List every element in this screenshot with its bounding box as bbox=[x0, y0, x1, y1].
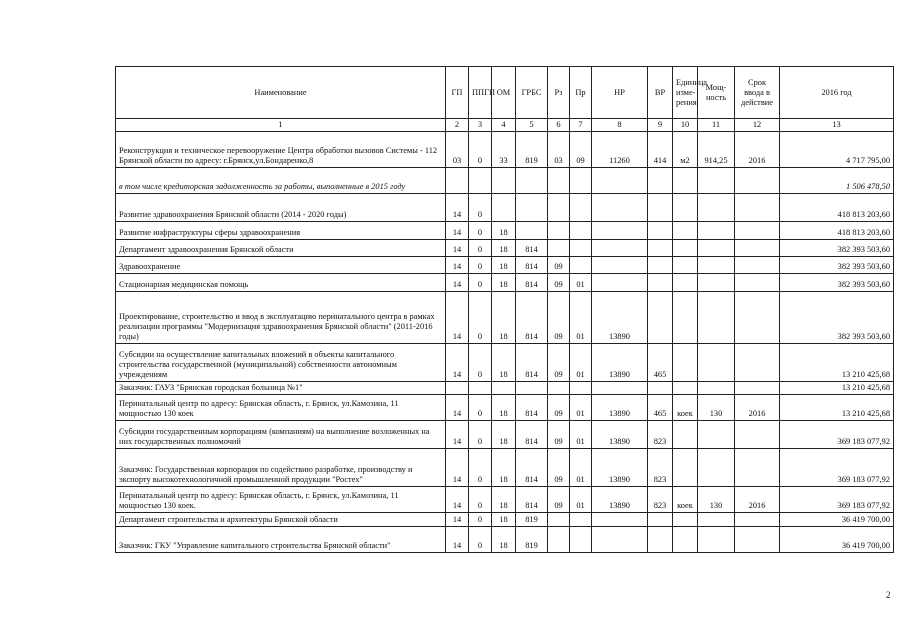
cell-amount: 13 210 425,68 bbox=[780, 395, 894, 421]
cell-power bbox=[698, 449, 735, 487]
table-row bbox=[116, 487, 894, 513]
cell-power: 130 bbox=[698, 395, 735, 421]
cell-om: 18 bbox=[492, 487, 516, 513]
cell-unit bbox=[673, 421, 698, 449]
cell-vr bbox=[648, 168, 673, 194]
cell-unit bbox=[673, 240, 698, 257]
cell-name: Здравоохранение bbox=[116, 257, 446, 274]
cell-nr bbox=[592, 527, 648, 553]
cell-pr bbox=[570, 382, 592, 395]
cell-unit bbox=[673, 274, 698, 292]
cell-unit bbox=[673, 222, 698, 240]
cell-amount: 418 813 203,60 bbox=[780, 222, 894, 240]
cell-pr: 01 bbox=[570, 344, 592, 382]
cell-ppgp bbox=[469, 382, 492, 395]
column-number: 4 bbox=[492, 119, 516, 132]
table-row bbox=[116, 222, 894, 240]
cell-rz bbox=[548, 382, 570, 395]
cell-nr bbox=[592, 257, 648, 274]
cell-term bbox=[735, 240, 780, 257]
cell-rz: 09 bbox=[548, 421, 570, 449]
cell-gp: 14 bbox=[446, 421, 469, 449]
cell-term bbox=[735, 168, 780, 194]
cell-ppgp: 0 bbox=[469, 344, 492, 382]
cell-term bbox=[735, 292, 780, 344]
cell-grbs bbox=[516, 194, 548, 222]
column-number-row bbox=[116, 119, 894, 132]
cell-nr bbox=[592, 382, 648, 395]
table-row bbox=[116, 132, 894, 168]
cell-ppgp: 0 bbox=[469, 257, 492, 274]
cell-vr bbox=[648, 257, 673, 274]
cell-gp: 14 bbox=[446, 527, 469, 553]
cell-vr bbox=[648, 240, 673, 257]
cell-amount: 369 183 077,92 bbox=[780, 421, 894, 449]
cell-nr: 13890 bbox=[592, 421, 648, 449]
cell-grbs: 814 bbox=[516, 240, 548, 257]
cell-unit bbox=[673, 194, 698, 222]
cell-om bbox=[492, 382, 516, 395]
cell-power bbox=[698, 274, 735, 292]
cell-term bbox=[735, 257, 780, 274]
table-row bbox=[116, 344, 894, 382]
cell-power bbox=[698, 194, 735, 222]
header-power: Мощ-ность bbox=[698, 67, 735, 119]
cell-rz: 09 bbox=[548, 257, 570, 274]
cell-name: Заказчик: Государственная корпорация по содействию разработке, производству и экспорту высокотехнологичной промышленной продукции "Ростех" bbox=[116, 449, 446, 487]
cell-pr: 09 bbox=[570, 132, 592, 168]
cell-pr bbox=[570, 257, 592, 274]
cell-term: 2016 bbox=[735, 395, 780, 421]
table-row bbox=[116, 527, 894, 553]
cell-power bbox=[698, 257, 735, 274]
cell-pr: 01 bbox=[570, 449, 592, 487]
header-vr: ВР bbox=[648, 67, 673, 119]
column-number: 3 bbox=[469, 119, 492, 132]
header-gp: ГП bbox=[446, 67, 469, 119]
column-number: 10 bbox=[673, 119, 698, 132]
cell-om: 18 bbox=[492, 421, 516, 449]
cell-amount: 418 813 203,60 bbox=[780, 194, 894, 222]
cell-term: 2016 bbox=[735, 487, 780, 513]
cell-amount: 382 393 503,60 bbox=[780, 240, 894, 257]
cell-pr bbox=[570, 513, 592, 527]
table-row bbox=[116, 513, 894, 527]
table-row bbox=[116, 240, 894, 257]
cell-name: Развитие здравоохранения Брянской области (2014 - 2020 годы) bbox=[116, 194, 446, 222]
table-row bbox=[116, 292, 894, 344]
cell-rz: 09 bbox=[548, 449, 570, 487]
cell-power bbox=[698, 222, 735, 240]
column-number: 5 bbox=[516, 119, 548, 132]
cell-vr: 414 bbox=[648, 132, 673, 168]
cell-pr: 01 bbox=[570, 395, 592, 421]
cell-ppgp: 0 bbox=[469, 240, 492, 257]
cell-ppgp: 0 bbox=[469, 132, 492, 168]
cell-unit bbox=[673, 513, 698, 527]
cell-nr: 13890 bbox=[592, 449, 648, 487]
cell-gp: 14 bbox=[446, 292, 469, 344]
cell-nr bbox=[592, 513, 648, 527]
cell-name: Перинатальный центр по адресу: Брянская область, г. Брянск, ул.Камозина, 11 мощностью 130 коек bbox=[116, 395, 446, 421]
cell-gp: 14 bbox=[446, 222, 469, 240]
cell-vr bbox=[648, 274, 673, 292]
column-number: 7 bbox=[570, 119, 592, 132]
column-number: 6 bbox=[548, 119, 570, 132]
cell-pr bbox=[570, 240, 592, 257]
cell-unit bbox=[673, 344, 698, 382]
header-term: Срок ввода в действие bbox=[735, 67, 780, 119]
cell-gp: 14 bbox=[446, 257, 469, 274]
cell-power: 914,25 bbox=[698, 132, 735, 168]
column-number: 1 bbox=[116, 119, 446, 132]
cell-pr bbox=[570, 194, 592, 222]
cell-power bbox=[698, 527, 735, 553]
table-row bbox=[116, 382, 894, 395]
cell-name: Заказчик: ГАУЗ "Брянская городская больница №1" bbox=[116, 382, 446, 395]
cell-nr: 13890 bbox=[592, 395, 648, 421]
table-row bbox=[116, 274, 894, 292]
cell-term bbox=[735, 194, 780, 222]
cell-amount: 1 506 478,50 bbox=[780, 168, 894, 194]
cell-term bbox=[735, 421, 780, 449]
cell-term: 2016 bbox=[735, 132, 780, 168]
cell-om: 18 bbox=[492, 513, 516, 527]
column-number: 2 bbox=[446, 119, 469, 132]
cell-term bbox=[735, 449, 780, 487]
cell-amount: 369 183 077,92 bbox=[780, 487, 894, 513]
cell-name: Проектирование, строительство и ввод в эксплуатацию перинатального центра в рамках реализации программы "Модернизация здравоохранения Брянской области" (2011-2016 годы) bbox=[116, 292, 446, 344]
cell-grbs: 814 bbox=[516, 395, 548, 421]
cell-name: Заказчик: ГКУ "Управление капитального строительства Брянской области" bbox=[116, 527, 446, 553]
cell-rz bbox=[548, 527, 570, 553]
cell-ppgp: 0 bbox=[469, 395, 492, 421]
cell-vr: 465 bbox=[648, 395, 673, 421]
cell-amount: 4 717 795,00 bbox=[780, 132, 894, 168]
table-row bbox=[116, 168, 894, 194]
cell-rz: 09 bbox=[548, 395, 570, 421]
cell-grbs bbox=[516, 222, 548, 240]
cell-ppgp: 0 bbox=[469, 527, 492, 553]
cell-grbs bbox=[516, 382, 548, 395]
cell-vr bbox=[648, 382, 673, 395]
cell-term bbox=[735, 222, 780, 240]
cell-unit bbox=[673, 527, 698, 553]
cell-rz bbox=[548, 194, 570, 222]
header-name: Наименование bbox=[116, 67, 446, 119]
cell-vr: 823 bbox=[648, 487, 673, 513]
cell-unit bbox=[673, 449, 698, 487]
cell-power bbox=[698, 513, 735, 527]
cell-name: Субсидии государственным корпорациям (компаниям) на выполнение возложенных на них государственных полномочий bbox=[116, 421, 446, 449]
cell-term bbox=[735, 382, 780, 395]
cell-unit bbox=[673, 382, 698, 395]
cell-grbs bbox=[516, 168, 548, 194]
cell-unit: м2 bbox=[673, 132, 698, 168]
cell-gp: 14 bbox=[446, 240, 469, 257]
cell-rz bbox=[548, 168, 570, 194]
cell-power bbox=[698, 421, 735, 449]
cell-power bbox=[698, 240, 735, 257]
cell-grbs: 819 bbox=[516, 513, 548, 527]
cell-name: в том числе кредиторская задолженность за работы, выполненные в 2015 году bbox=[116, 168, 446, 194]
cell-ppgp: 0 bbox=[469, 194, 492, 222]
cell-nr bbox=[592, 240, 648, 257]
cell-ppgp bbox=[469, 168, 492, 194]
cell-vr: 465 bbox=[648, 344, 673, 382]
cell-power bbox=[698, 382, 735, 395]
cell-pr: 01 bbox=[570, 487, 592, 513]
cell-amount: 36 419 700,00 bbox=[780, 513, 894, 527]
cell-om: 33 bbox=[492, 132, 516, 168]
column-number: 13 bbox=[780, 119, 894, 132]
cell-om: 18 bbox=[492, 274, 516, 292]
cell-rz: 03 bbox=[548, 132, 570, 168]
header-grbs: ГРБС bbox=[516, 67, 548, 119]
cell-vr bbox=[648, 527, 673, 553]
cell-grbs: 814 bbox=[516, 487, 548, 513]
table-row bbox=[116, 257, 894, 274]
column-number: 9 bbox=[648, 119, 673, 132]
cell-term bbox=[735, 513, 780, 527]
cell-power bbox=[698, 168, 735, 194]
cell-unit bbox=[673, 168, 698, 194]
cell-term bbox=[735, 344, 780, 382]
cell-gp: 14 bbox=[446, 395, 469, 421]
column-number: 12 bbox=[735, 119, 780, 132]
cell-ppgp: 0 bbox=[469, 487, 492, 513]
cell-om: 18 bbox=[492, 222, 516, 240]
cell-pr bbox=[570, 527, 592, 553]
cell-name: Реконструкция и техническое перевооружение Центра обработки вызовов Системы - 112 Брянской области по адресу: г.Брянск,ул.Бондаренко,8 bbox=[116, 132, 446, 168]
cell-amount: 13 210 425,68 bbox=[780, 344, 894, 382]
cell-amount: 382 393 503,60 bbox=[780, 257, 894, 274]
cell-om bbox=[492, 168, 516, 194]
cell-gp bbox=[446, 382, 469, 395]
column-number: 11 bbox=[698, 119, 735, 132]
cell-ppgp: 0 bbox=[469, 449, 492, 487]
cell-amount: 36 419 700,00 bbox=[780, 527, 894, 553]
cell-grbs: 814 bbox=[516, 257, 548, 274]
header-ppgp: ППГП bbox=[469, 67, 492, 119]
cell-power bbox=[698, 344, 735, 382]
cell-vr bbox=[648, 292, 673, 344]
cell-unit: коек bbox=[673, 395, 698, 421]
cell-name: Департамент строительства и архитектуры Брянской области bbox=[116, 513, 446, 527]
cell-nr bbox=[592, 168, 648, 194]
cell-gp: 14 bbox=[446, 449, 469, 487]
cell-om: 18 bbox=[492, 395, 516, 421]
cell-nr: 13890 bbox=[592, 487, 648, 513]
cell-amount: 13 210 425,68 bbox=[780, 382, 894, 395]
cell-name: Стационарная медицинская помощь bbox=[116, 274, 446, 292]
cell-grbs: 814 bbox=[516, 274, 548, 292]
cell-pr bbox=[570, 222, 592, 240]
cell-term bbox=[735, 527, 780, 553]
cell-gp: 14 bbox=[446, 513, 469, 527]
header-nr: НР bbox=[592, 67, 648, 119]
cell-unit bbox=[673, 257, 698, 274]
table-row bbox=[116, 421, 894, 449]
cell-ppgp: 0 bbox=[469, 222, 492, 240]
cell-pr: 01 bbox=[570, 274, 592, 292]
cell-name: Развитие инфраструктуры сферы здравоохранения bbox=[116, 222, 446, 240]
cell-pr: 01 bbox=[570, 421, 592, 449]
header-om: ОМ bbox=[492, 67, 516, 119]
cell-vr bbox=[648, 194, 673, 222]
cell-gp: 14 bbox=[446, 344, 469, 382]
cell-gp bbox=[446, 168, 469, 194]
cell-om: 18 bbox=[492, 292, 516, 344]
cell-amount: 369 183 077,92 bbox=[780, 449, 894, 487]
cell-name: Субсидии на осуществление капитальных вложений в объекты капитального строительства государственной (муниципальной) собственности автономным учреждениям bbox=[116, 344, 446, 382]
column-number: 8 bbox=[592, 119, 648, 132]
header-pr: Пр bbox=[570, 67, 592, 119]
header-rz: Рз bbox=[548, 67, 570, 119]
cell-grbs: 814 bbox=[516, 292, 548, 344]
cell-rz: 09 bbox=[548, 344, 570, 382]
header-unit: Единица изме-рения bbox=[673, 67, 698, 119]
cell-amount: 382 393 503,60 bbox=[780, 274, 894, 292]
cell-nr bbox=[592, 222, 648, 240]
cell-vr: 823 bbox=[648, 421, 673, 449]
cell-unit bbox=[673, 292, 698, 344]
table-row bbox=[116, 395, 894, 421]
cell-pr bbox=[570, 168, 592, 194]
cell-gp: 14 bbox=[446, 274, 469, 292]
cell-om: 18 bbox=[492, 527, 516, 553]
cell-rz: 09 bbox=[548, 292, 570, 344]
cell-rz: 09 bbox=[548, 274, 570, 292]
cell-vr bbox=[648, 513, 673, 527]
cell-gp: 14 bbox=[446, 487, 469, 513]
header-row bbox=[116, 67, 894, 119]
cell-term bbox=[735, 274, 780, 292]
cell-grbs: 814 bbox=[516, 344, 548, 382]
cell-name: Перинатальный центр по адресу: Брянская область, г. Брянск, ул.Камозина, 11 мощностью 130 коек. bbox=[116, 487, 446, 513]
table-row bbox=[116, 194, 894, 222]
cell-name: Департамент здравоохранения Брянской области bbox=[116, 240, 446, 257]
cell-grbs: 819 bbox=[516, 132, 548, 168]
cell-grbs: 814 bbox=[516, 421, 548, 449]
table-row bbox=[116, 449, 894, 487]
cell-rz bbox=[548, 240, 570, 257]
cell-pr: 01 bbox=[570, 292, 592, 344]
cell-nr: 13890 bbox=[592, 292, 648, 344]
cell-nr bbox=[592, 274, 648, 292]
cell-gp: 14 bbox=[446, 194, 469, 222]
cell-nr bbox=[592, 194, 648, 222]
cell-vr: 823 bbox=[648, 449, 673, 487]
cell-gp: 03 bbox=[446, 132, 469, 168]
cell-vr bbox=[648, 222, 673, 240]
cell-rz bbox=[548, 513, 570, 527]
cell-amount: 382 393 503,60 bbox=[780, 292, 894, 344]
cell-power bbox=[698, 292, 735, 344]
cell-ppgp: 0 bbox=[469, 274, 492, 292]
cell-ppgp: 0 bbox=[469, 292, 492, 344]
cell-unit: коек bbox=[673, 487, 698, 513]
cell-rz: 09 bbox=[548, 487, 570, 513]
cell-grbs: 819 bbox=[516, 527, 548, 553]
cell-nr: 13890 bbox=[592, 344, 648, 382]
cell-om: 18 bbox=[492, 240, 516, 257]
page-number: 2 bbox=[886, 590, 891, 600]
cell-ppgp: 0 bbox=[469, 421, 492, 449]
budget-table bbox=[115, 66, 894, 553]
cell-power: 130 bbox=[698, 487, 735, 513]
cell-om: 18 bbox=[492, 344, 516, 382]
cell-om: 18 bbox=[492, 449, 516, 487]
cell-om: 18 bbox=[492, 257, 516, 274]
cell-om bbox=[492, 194, 516, 222]
cell-ppgp: 0 bbox=[469, 513, 492, 527]
header-year: 2016 год bbox=[780, 67, 894, 119]
cell-rz bbox=[548, 222, 570, 240]
cell-grbs: 814 bbox=[516, 449, 548, 487]
cell-nr: 11260 bbox=[592, 132, 648, 168]
